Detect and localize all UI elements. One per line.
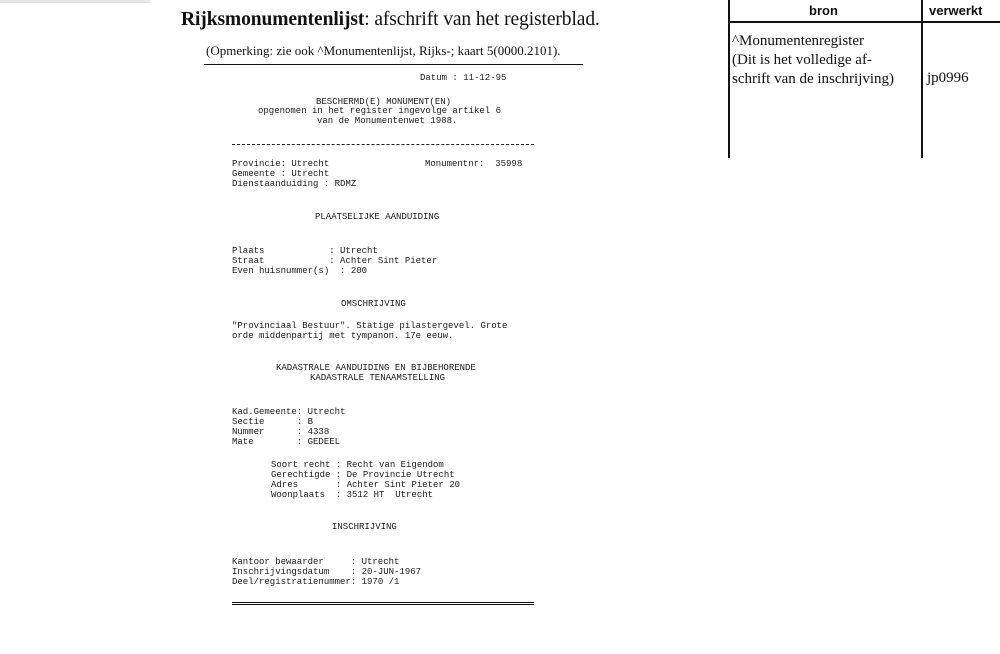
section-heading-kadastrale-2: KADASTRALE TENAAMSTELLING (310, 373, 446, 383)
title-underline (204, 64, 583, 65)
verwerkt-cell: jp0996 (927, 70, 969, 86)
record-inschrijvingsdatum: Inschrijvingsdatum : 20-JUN-1967 (232, 567, 422, 577)
record-kantoor: Kantoor bewaarder : Utrecht (232, 557, 400, 567)
title-rest: : afschrift van het registerblad. (364, 9, 600, 30)
dashed-separator (232, 144, 534, 145)
table-header-rule (728, 21, 1000, 23)
record-straat: Straat : Achter Sint Pieter (232, 256, 438, 266)
section-heading-omschrijving: OMSCHRIJVING (341, 299, 406, 309)
record-omschrijving-line2: orde middenpartij met tympanon. 17e eeuw. (232, 331, 454, 341)
source-table (728, 0, 1000, 158)
record-monumentnr: Monumentnr: 35998 (425, 159, 523, 169)
record-heading-line1: BESCHERMD(E) MONUMENT(EN) (316, 97, 452, 107)
record-nummer: Nummer : 4338 (232, 427, 330, 437)
record-plaats: Plaats : Utrecht (232, 246, 378, 256)
record-kad-gemeente: Kad.Gemeente: Utrecht (232, 407, 346, 417)
title-bold: Rijksmonumentenlijst (181, 9, 365, 30)
record-woonplaats: Woonplaats : 3512 HT Utrecht (271, 490, 434, 500)
top-decorative-rule (0, 0, 150, 3)
record-gerechtigde: Gerechtigde : De Provincie Utrecht (271, 470, 455, 480)
bron-line-2: (Dit is het volledige af- (732, 52, 872, 68)
record-registratienummer: Deel/registratienummer: 1970 /1 (232, 577, 400, 587)
table-left-border (728, 0, 730, 158)
record-provincie: Provincie: Utrecht (232, 159, 330, 169)
record-soort-recht: Soort recht : Recht van Eigendom (271, 460, 444, 470)
remark-line: (Opmerking: zie ook ^Monumentenlijst, Rijks-; kaart 5(0000.2101). (206, 43, 561, 58)
record-huisnummer: Even huisnummer(s) : 200 (232, 266, 368, 276)
bron-line-1: ^Monumentenregister (732, 33, 865, 49)
record-heading-line3: van de Monumentenwet 1988. (317, 116, 458, 126)
record-heading-line2: opgenomen in het register ingevolge artikel 6 (258, 106, 502, 116)
bron-cell (732, 32, 922, 89)
section-heading-kadastrale-1: KADASTRALE AANDUIDING EN BIJBEHORENDE (276, 363, 476, 373)
section-heading-inschrijving: INSCHRIJVING (332, 522, 397, 532)
bron-line-3: schrift van de inschrijving) (732, 71, 895, 87)
header-verwerkt: verwerkt (929, 3, 983, 18)
record-mate: Mate : GEDEEL (232, 437, 341, 447)
record-omschrijving-line1: "Provinciaal Bestuur". Statige pilastergevel. Grote (232, 321, 508, 331)
record-sectie: Sectie : B (232, 417, 314, 427)
record-date: Datum : 11-12-95 (420, 73, 507, 83)
header-bron: bron (809, 3, 838, 18)
record-end-rule (232, 602, 534, 605)
section-heading-plaatselijke: PLAATSELIJKE AANDUIDING (315, 212, 440, 222)
page-title (181, 9, 651, 31)
record-gemeente: Gemeente : Utrecht (232, 169, 330, 179)
record-adres: Adres : Achter Sint Pieter 20 (271, 480, 461, 490)
record-dienstaanduiding: Dienstaanduiding : RDMZ (232, 179, 357, 189)
